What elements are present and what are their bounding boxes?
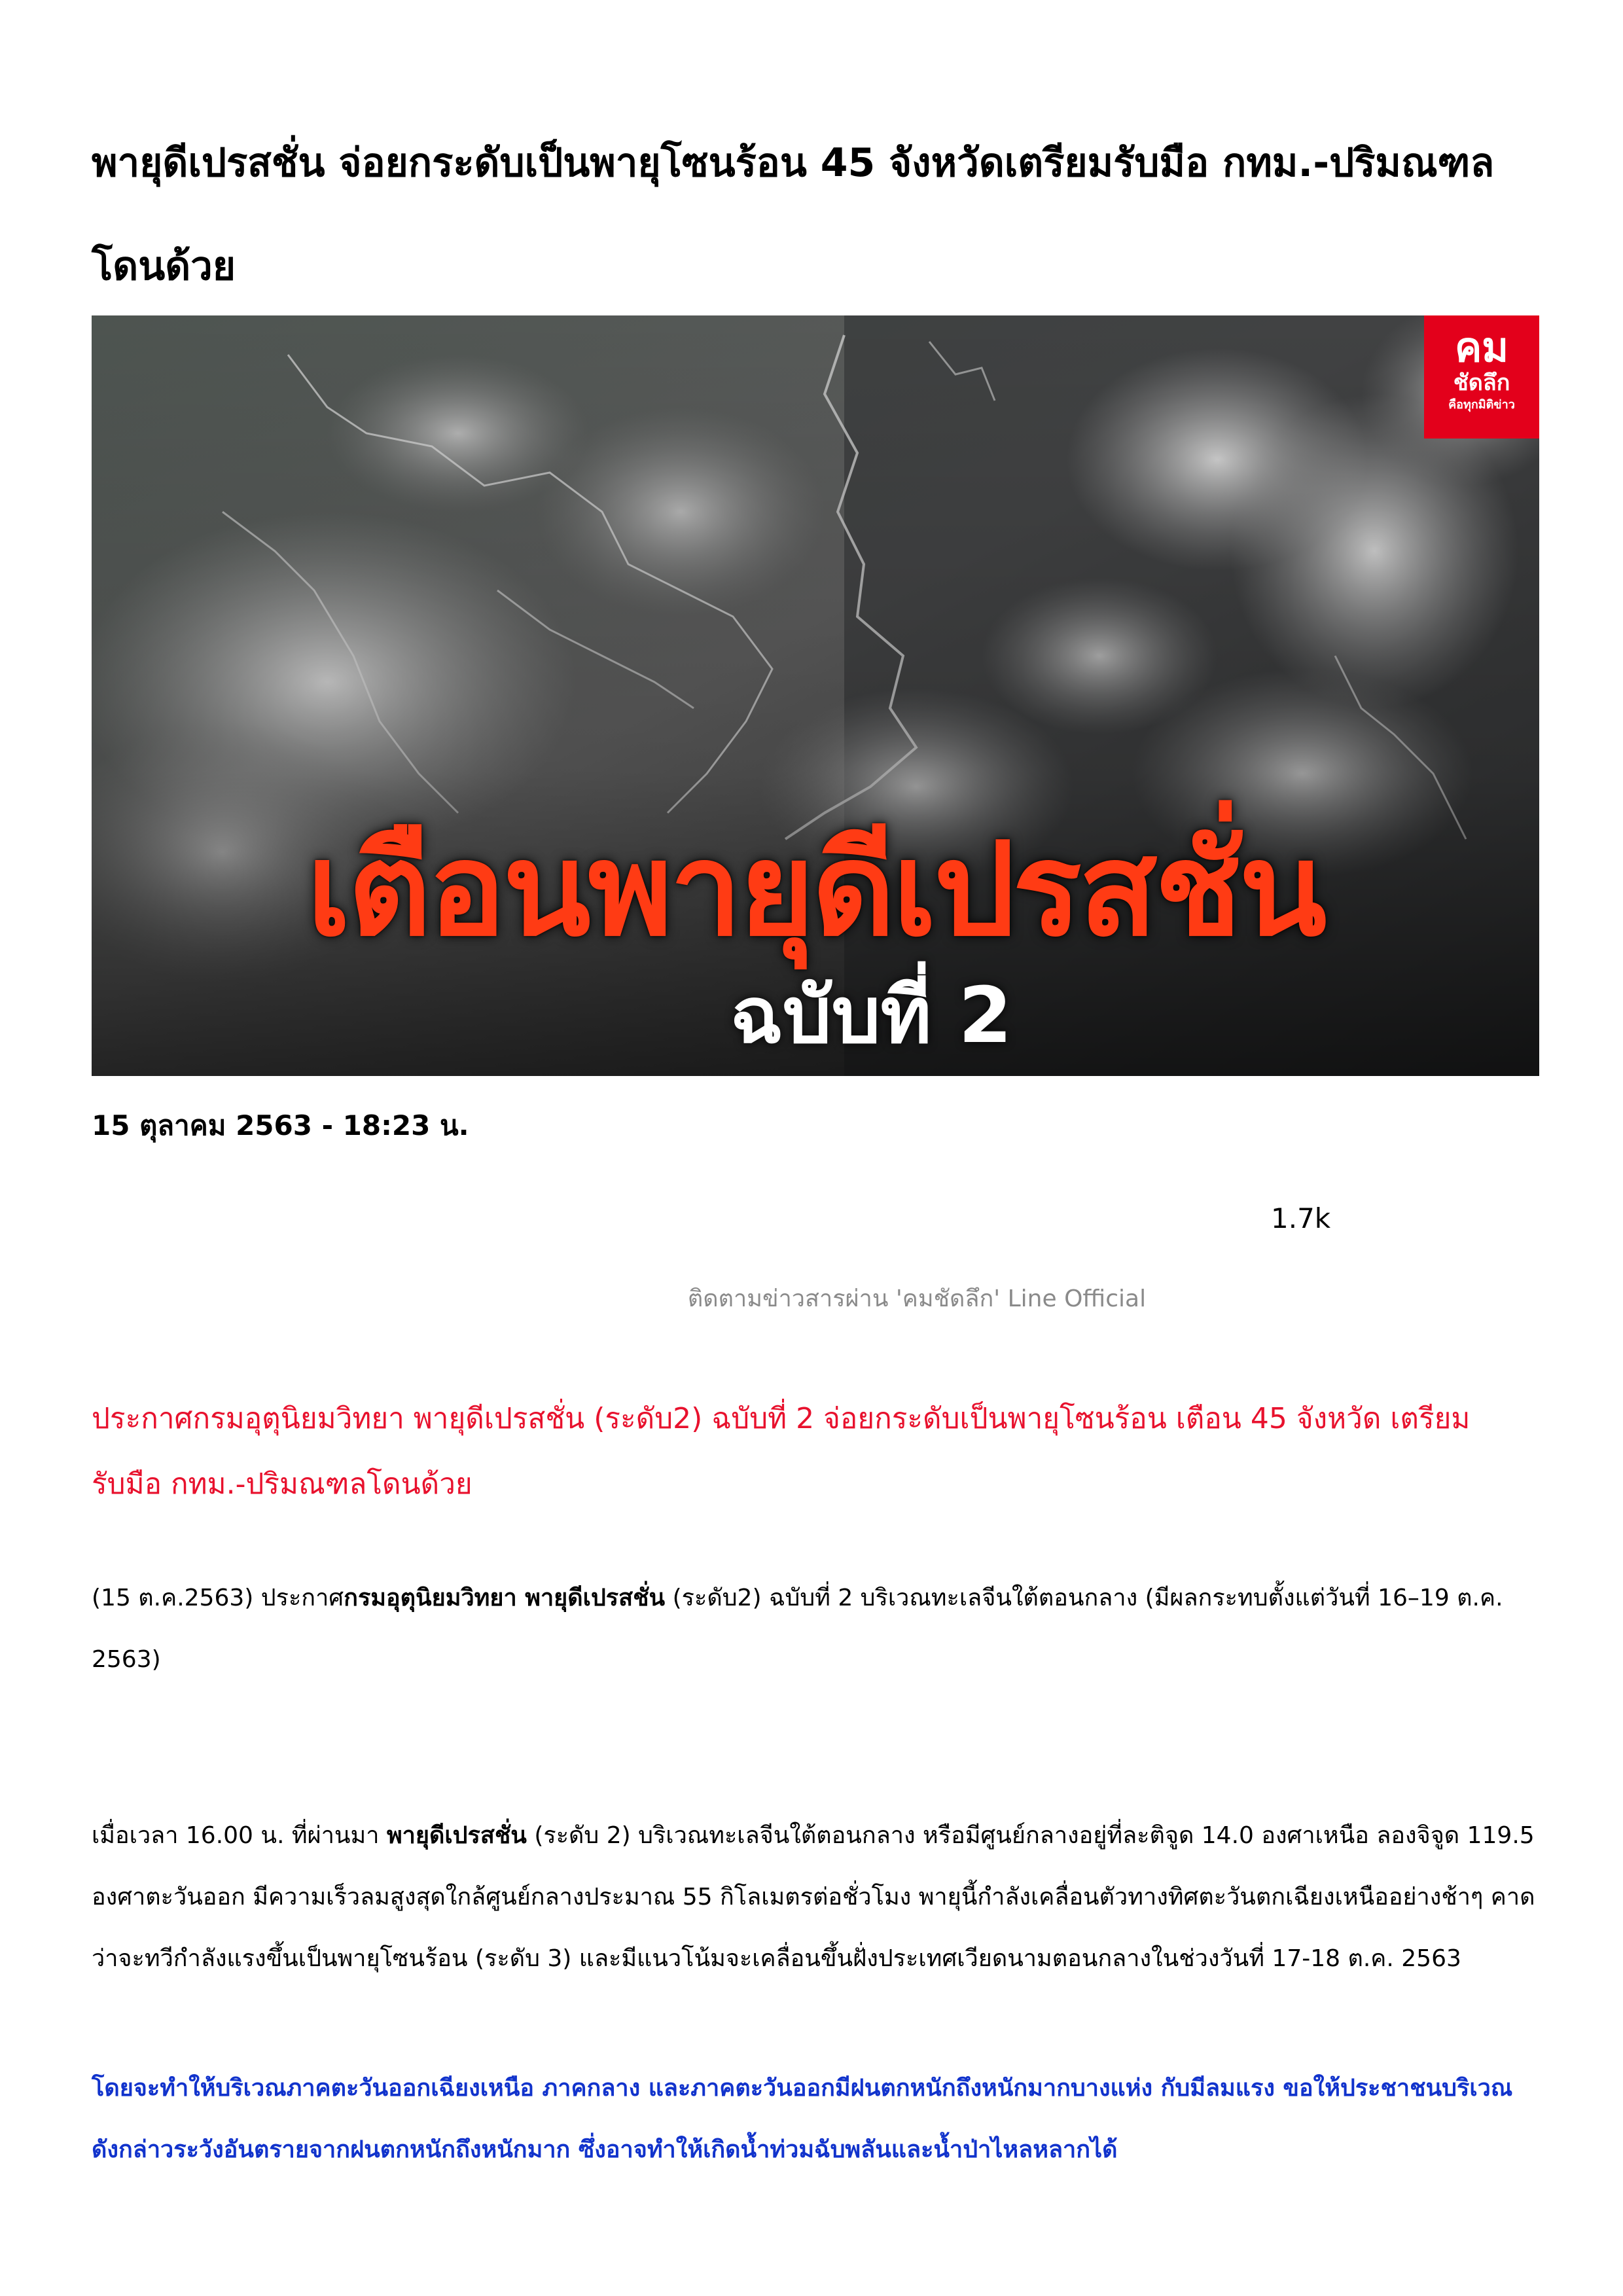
paragraph-2-bold: พายุดีเปรสชั่น xyxy=(386,1822,527,1849)
hero-subheadline: ฉบับที่ 2 xyxy=(730,970,1012,1060)
paragraph-1-text-a: (15 ต.ค.2563) ประกาศ xyxy=(92,1585,344,1611)
paragraph-1-text-c: (ระดับ2) ฉบับที่ 2 บริเวณทะเลจีนใต้ตอนกลาง (มีผลกระทบตั้งแต่วันที่ 16–19 ต.ค. 2563) xyxy=(92,1585,1503,1673)
paragraph-1-bold: กรมอุตุนิยมวิทยา พายุดีเปรสชั่น xyxy=(344,1585,666,1611)
logo-line2: ชัดลึก xyxy=(1453,370,1510,396)
logo-line3: คือทุกมิติข่าว xyxy=(1448,398,1515,412)
line-official-link[interactable]: ติดตามข่าวสารผ่าน 'คมชัดลึก' Line Official xyxy=(687,1285,1147,1312)
article-title: พายุดีเปรสชั่น จ่อยกระดับเป็นพายุโซนร้อน 45 จังหวัดเตรียมรับมือ กทม.-ปริมณฑลโดนด้วย xyxy=(92,140,1495,289)
hero-image xyxy=(92,315,1539,1076)
paragraph-2-text-a: เมื่อเวลา 16.00 น. ที่ผ่านมา xyxy=(92,1822,387,1849)
article-lead: ประกาศกรมอุตุนิยมวิทยา พายุดีเปรสชั่น (ระดับ2) ฉบับที่ 2 จ่อยกระดับเป็นพายุโซนร้อน เตือน 45 จังหวัด เตรียมรับมือ กทม.-ปริมณฑลโดนด้วย xyxy=(92,1402,1471,1501)
paragraph-2 xyxy=(92,1805,1539,1990)
paragraph-2-text-c: (ระดับ 2) บริเวณทะเลจีนใต้ตอนกลาง หรือมีศูนย์กลางอยู่ที่ละติจูด 14.0 องศาเหนือ ลองจิจูด 119.5 องศาตะวันออก มีความเร็วลมสูงสุดใกล้ศูนย์กลางประมาณ 55 กิโลเมตรต่อชั่วโมง พายุนี้กำลังเคลื่อนตัวทางทิศตะวันตกเฉียงเหนืออย่างช้าๆ คาดว่าจะทวีกำลังแรงขึ้นเป็นพายุโซนร้อน (ระดับ 3) และมีแนวโน้มจะเคลื่อนขึ้นฝั่งประเทศเวียดนามตอนกลางในช่วงวันที่ 17-18 ต.ค. 2563 xyxy=(92,1822,1535,1972)
publish-datetime: 15 ตุลาคม 2563 - 18:23 น. xyxy=(92,1109,469,1141)
paragraph-1 xyxy=(92,1568,1539,1691)
komchadluek-logo xyxy=(1424,315,1539,439)
paragraph-3-highlight: โดยจะทำให้บริเวณภาคตะวันออกเฉียงเหนือ ภาคกลาง และภาคตะวันออกมีฝนตกหนักถึงหนักมากบางแห่ง กับมีลมแรง ขอให้ประชาชนบริเวณดังกล่าวระวังอันตรายจากฝนตกหนักถึงหนักมาก ซึ่งอาจทำให้เกิดน้ำท่วมฉับพลันและน้ำป่าไหลหลากได้ xyxy=(92,2075,1513,2163)
hero-headline: เตือนพายุดีเปรสชั่น xyxy=(306,816,1325,965)
logo-line1: คม xyxy=(1454,323,1509,371)
view-count: 1.7k xyxy=(1271,1202,1331,1234)
